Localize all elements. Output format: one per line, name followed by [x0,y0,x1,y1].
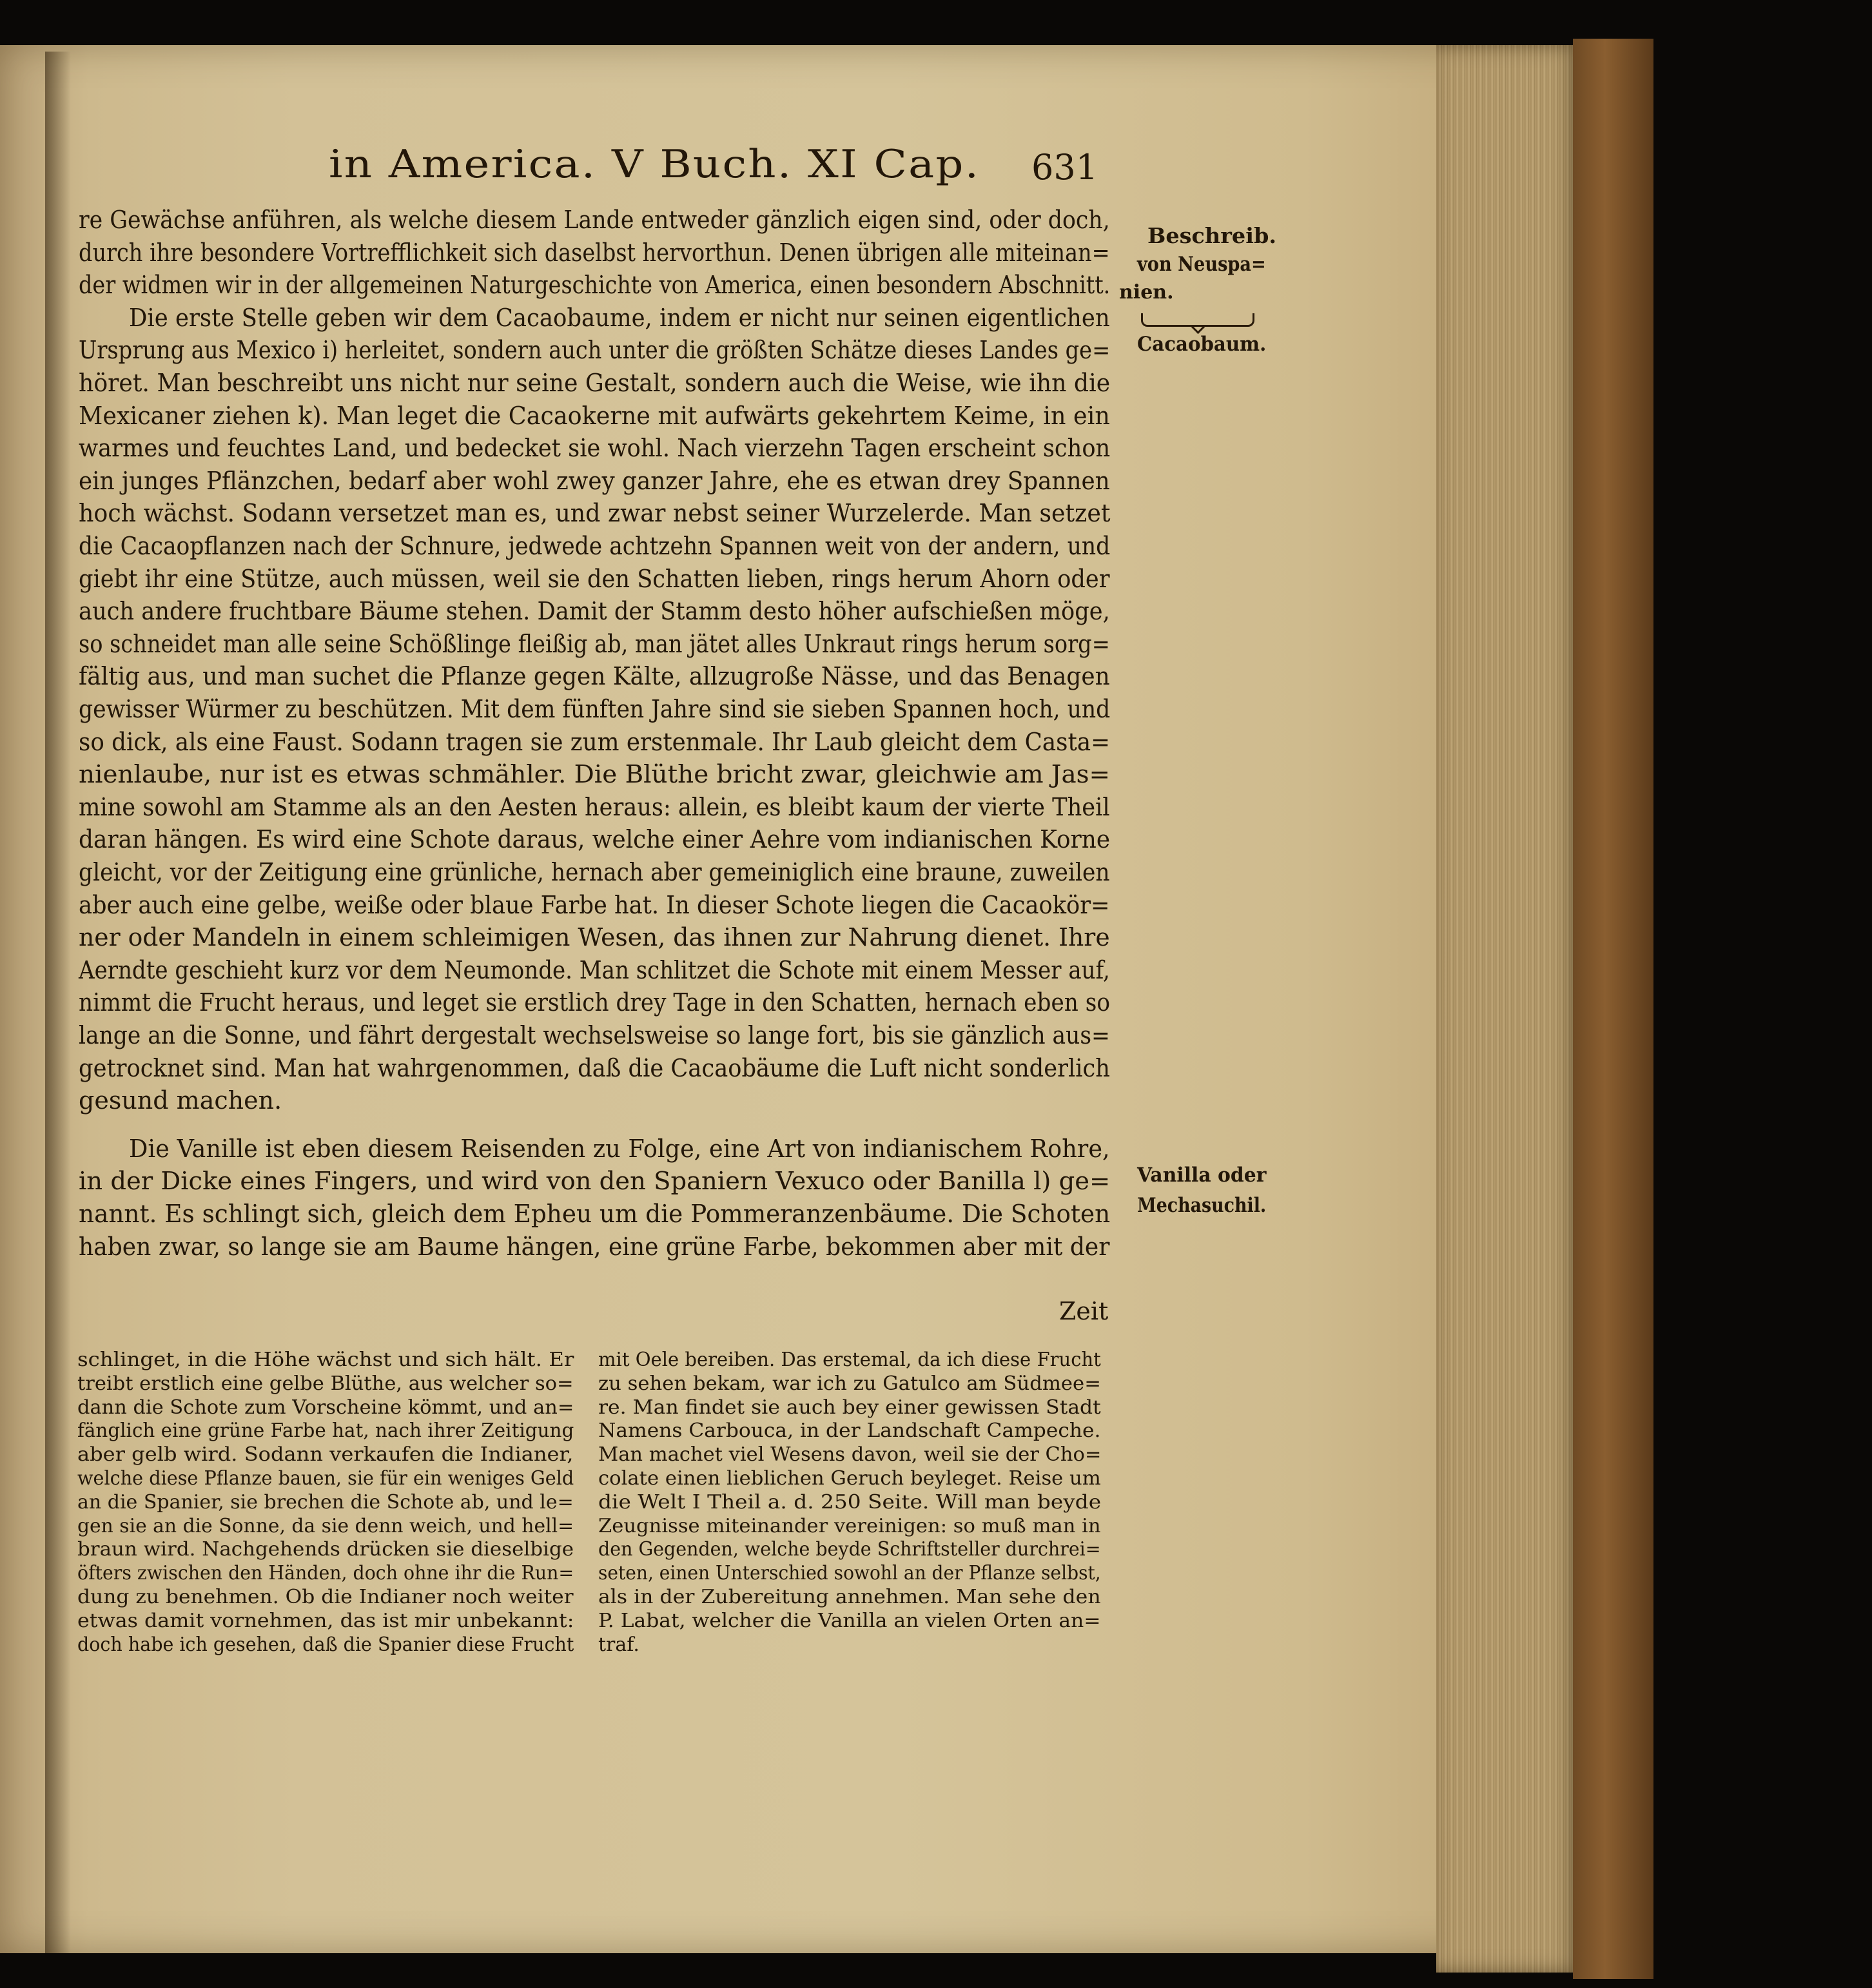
running-title: in America. V Buch. XI Cap. [329,142,980,187]
margin-note: Mechasuchil. [1137,1194,1267,1217]
footnote-line: P. Labat, welcher die Vanilla an vielen Orten an= [598,1609,1101,1632]
text-line: nannt. Es schlingt sich, gleich dem Epheu um die Pommeranzenbäume. Die Schoten [79,1200,1111,1228]
text-line: gewisser Würmer zu beschützen. Mit dem fünften Jahre sind sie sieben Spannen hoch, und [79,695,1111,723]
footnote-line: Namens Carbouca, in der Landschaft Campeche. [598,1419,1101,1443]
footnote-line: seten, einen Unterschied sowohl an der Pflanze selbst, [598,1562,1101,1585]
text-line: Ursprung aus Mexico i) herleitet, sondern auch unter die größten Schätze dieses Landes ge= [79,336,1111,365]
footnote-line: gen sie an die Sonne, da sie denn weich, und hell= [77,1514,574,1537]
margin-brace [1141,313,1254,327]
footnote-line: Man machet viel Wesens davon, weil sie der Cho= [598,1443,1102,1467]
footnote-line: als in der Zubereitung annehmen. Man sehe den [598,1586,1101,1608]
margin-note: Beschreib. [1147,223,1277,248]
margin-note: Vanilla oder [1137,1164,1267,1187]
footnote-line: dung zu benehmen. Ob die Indianer noch weiter [77,1586,574,1608]
margin-note: nien. [1119,281,1174,304]
text-line: der widmen wir in der allgemeinen Naturgeschichte von America, einen besondern Abschnitt. [79,271,1111,300]
text-line: fältig aus, und man suchet die Pflanze gegen Kälte, allzugroße Nässe, und das Benagen [79,662,1110,691]
margin-note: Cacaobaum. [1137,333,1267,356]
text-line: durch ihre besondere Vortrefflichkeit sich daselbst hervorthun. Denen übrigen alle miteinan= [79,238,1110,267]
text-line: lange an die Sonne, und fährt dergestalt wechselsweise so lange fort, bis sie gänzlich aus= [79,1021,1110,1049]
footnote-line: doch habe ich gesehen, daß die Spanier diese Frucht [77,1633,574,1656]
text-line: Aerndte geschieht kurz vor dem Neumonde. Man schlitzet die Schote mit einem Messer auf, [79,955,1110,984]
text-line: auch andere fruchtbare Bäume stehen. Damit der Stamm desto höher aufschießen möge, [79,597,1110,626]
footnote-line: braun wird. Nachgehends drücken sie dieselbige [77,1538,574,1561]
text-line: daran hängen. Es wird eine Schote daraus, welche einer Aehre vom indianischen Korne [79,825,1111,854]
catchword: Zeit [1059,1297,1109,1325]
text-line: aber auch eine gelbe, weiße oder blaue Farbe hat. In dieser Schote liegen die Cacaokör= [79,890,1110,919]
text-line: Mexicaner ziehen k). Man leget die Cacaokerne mit aufwärts gekehrtem Keime, in ein [79,401,1110,430]
footnote-line: welche diese Pflanze bauen, sie für ein weniges Geld [77,1467,574,1490]
book-cover-edge [1573,39,1653,1979]
text-line: Die erste Stelle geben wir dem Cacaobaume, indem er nicht nur seinen eigentlichen [129,303,1110,332]
text-line: hoch wächst. Sodann versetzet man es, und zwar nebst seiner Wurzelerde. Man setzet [79,499,1111,528]
text-line: in der Dicke eines Fingers, und wird von den Spaniern Vexuco oder Banilla l) ge= [79,1167,1111,1196]
footnote-line: mit Oele bereiben. Das erstemal, da ich diese Frucht [598,1349,1101,1371]
footnote-line: den Gegenden, welche beyde Schriftsteller durchrei= [598,1538,1101,1561]
margin-note: von Neuspa= [1137,253,1266,276]
text-line: gleicht, vor der Zeitigung eine grünliche, hernach aber gemeiniglich eine braune, zuweilen [79,858,1110,886]
footnote-line: traf. [598,1633,639,1656]
footnote-line: zu sehen bekam, war ich zu Gatulco am Südmee= [598,1372,1101,1395]
text-line: ein junges Pflänzchen, bedarf aber wohl zwey ganzer Jahre, ehe es etwan drey Spannen [79,466,1110,495]
text-line: so dick, als eine Faust. Sodann tragen sie zum erstenmale. Ihr Laub gleicht dem Casta= [79,727,1111,756]
gutter-shadow [45,52,71,1953]
text-line: die Cacaopflanzen nach der Schnure, jedwede achtzehn Spannen weit von der andern, und [79,532,1111,560]
footnote-line: schlinget, in die Höhe wächst und sich hält. Er [77,1349,574,1371]
text-line: mine sowohl am Stamme als an den Aesten heraus: allein, es bleibt kaum der vierte Theil [79,792,1110,821]
text-line: re Gewächse anführen, als welche diesem Lande entweder gänzlich eigen sind, oder doch, [79,206,1110,234]
footnote-line: colate einen lieblichen Geruch beyleget. Reise um [598,1467,1101,1490]
footnote-line: die Welt I Theil a. d. 250 Seite. Will man beyde [598,1490,1102,1514]
text-line: warmes und feuchtes Land, und bedecket sie wohl. Nach vierzehn Tagen erscheint schon [79,434,1111,463]
footnote-line: dann die Schote zum Vorscheine kömmt, und an= [77,1396,574,1419]
page-edges [1436,45,1578,1973]
footnote-line: fänglich eine grüne Farbe hat, nach ihrer Zeitigung [77,1419,574,1443]
footnote-line: treibt erstlich eine gelbe Blüthe, aus welcher so= [77,1372,574,1395]
text-line: ner oder Mandeln in einem schleimigen Wesen, das ihnen zur Nahrung dienet. Ihre [79,923,1110,952]
footnote-line: an die Spanier, sie brechen die Schote ab, und le= [77,1490,574,1514]
footnote-line: öfters zwischen den Händen, doch ohne ihr die Run= [77,1562,574,1585]
footnote-line: Zeugnisse miteinander vereinigen: so muß man in [598,1514,1101,1537]
text-line: gesund machen. [79,1086,282,1115]
text-line: höret. Man beschreibt uns nicht nur seine Gestalt, sondern auch die Weise, wie ihn die [79,369,1111,397]
text-line: giebt ihr eine Stütze, auch müssen, weil sie den Schatten lieben, rings herum Ahorn oder [79,564,1110,593]
bleed-through [1160,503,1263,593]
footnote-line: aber gelb wird. Sodann verkaufen die Indianer, [77,1443,574,1467]
text-line: Die Vanille ist eben diesem Reisenden zu Folge, eine Art von indianischem Rohre, [129,1134,1110,1163]
text-line: nienlaube, nur ist es etwas schmähler. Die Blüthe bricht zwar, gleichwie am Jas= [79,760,1111,789]
text-line: getrocknet sind. Man hat wahrgenommen, daß die Cacaobäume die Luft nicht sonderlich [79,1053,1111,1082]
footnote-line: etwas damit vornehmen, das ist mir unbekannt: [77,1609,574,1632]
text-line: nimmt die Frucht heraus, und leget sie erstlich drey Tage in den Schatten, hernach eben so [79,988,1111,1017]
text-line: haben zwar, so lange sie am Baume hängen, eine grüne Farbe, bekommen aber mit der [79,1232,1110,1261]
page-number: 631 [1031,147,1098,188]
text-line: so schneidet man alle seine Schößlinge fleißig ab, man jätet alles Unkraut rings herum sorg= [79,629,1110,658]
footnote-line: re. Man findet sie auch bey einer gewissen Stadt [598,1396,1101,1419]
